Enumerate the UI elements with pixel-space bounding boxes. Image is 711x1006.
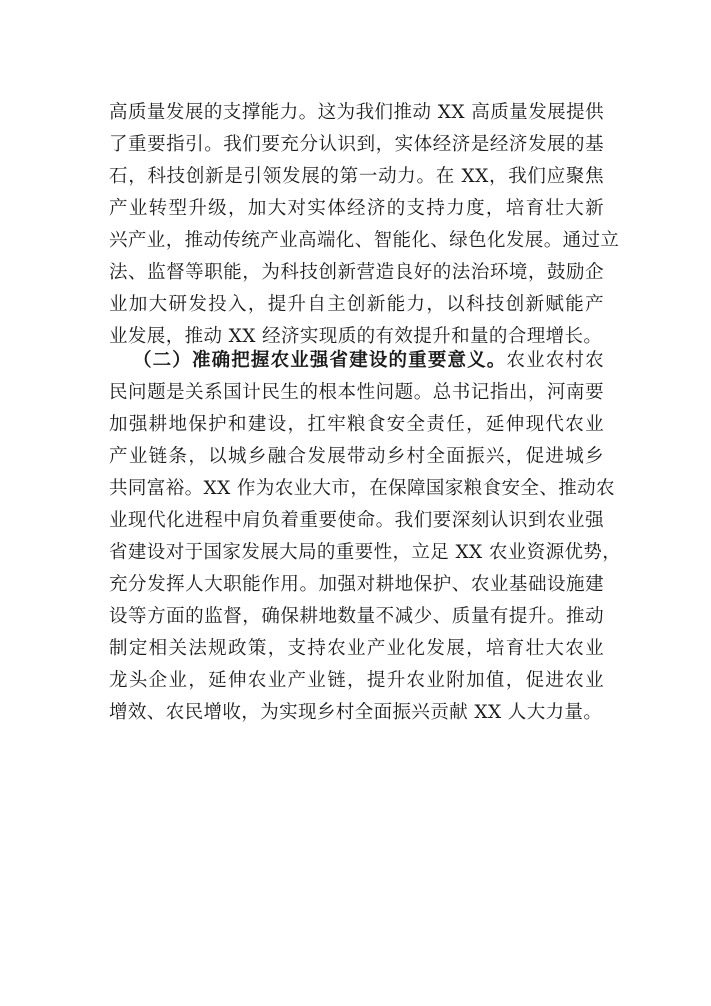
text-line: 业发展，推动 XX 经济实现质的有效提升和量的合理增长。 [109, 326, 603, 347]
text-line: 了重要指引。我们要充分认识到，实体经济是经济发展的基 [109, 134, 604, 155]
text-line: 龙头企业，延伸农业产业链，提升农业附加值，促进农业 [109, 670, 604, 691]
text-line: 加强耕地保护和建设，扛牢粮食安全责任，延伸现代农业 [109, 414, 604, 435]
text-line: 民问题是关系国计民生的根本性问题。总书记指出，河南要 [109, 382, 604, 403]
text-line: 共同富裕。XX 作为农业大市，在保障国家粮食安全、推动农 [109, 478, 615, 499]
text-line: 石，科技创新是引领发展的第一动力。在 XX，我们应聚焦 [109, 166, 604, 187]
text-line: 制定相关法规政策，支持农业产业化发展，培育壮大农业 [109, 638, 604, 659]
text-line: 增效、农民增收，为实现乡村全面振兴贡献 XX 人大力量。 [109, 702, 603, 723]
text-line: 兴产业，推动传统产业高端化、智能化、绿色化发展。通过立 [109, 230, 620, 251]
text-line: 产业转型升级，加大对实体经济的支持力度，培育壮大新 [109, 198, 604, 219]
text-line: 省建设对于国家发展大局的重要性，立足 XX 农业资源优势， [109, 542, 622, 563]
section-heading: （二）准确把握农业强省建设的重要意义。 [133, 350, 507, 371]
text-line: 法、监督等职能，为科技创新营造良好的法治环境，鼓励企 [109, 262, 604, 283]
paragraph-1 [109, 97, 620, 353]
paragraph-2 [109, 345, 622, 729]
text-line: 充分发挥人大职能作用。加强对耕地保护、农业基础设施建 [109, 574, 604, 595]
text-line: 业加大研发投入，提升自主创新能力，以科技创新赋能产 [109, 294, 604, 315]
text-line: 产业链条，以城乡融合发展带动乡村全面振兴，促进城乡 [109, 446, 604, 467]
text-line: 高质量发展的支撑能力。这为我们推动 XX 高质量发展提供 [109, 102, 604, 123]
heading-line-rest: 农业农村农 [506, 350, 604, 371]
text-line: 设等方面的监督，确保耕地数量不减少、质量有提升。推动 [109, 606, 604, 627]
heading-line [109, 345, 604, 377]
text-line: 业现代化进程中肩负着重要使命。我们要深刻认识到农业强 [109, 510, 604, 531]
